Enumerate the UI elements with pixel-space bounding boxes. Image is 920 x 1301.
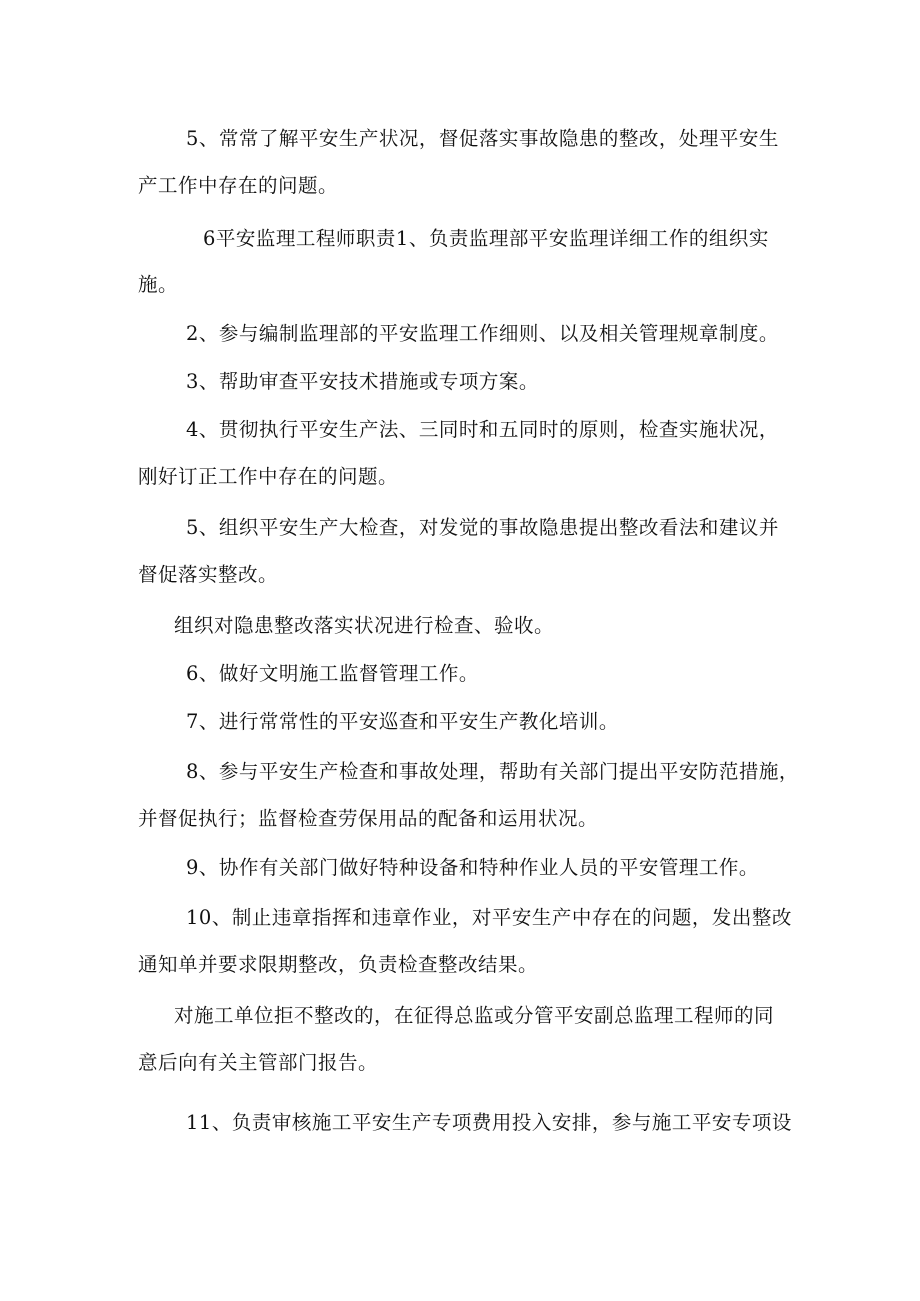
paragraph-line: 11、负责审核施工平安生产专项费用投入安排，参与施工平安专项设 [186, 1111, 792, 1134]
paragraph-line: 产工作中存在的问题。 [138, 174, 339, 197]
paragraph-line: 7、进行常常性的平安巡查和平安生产教化培训。 [186, 710, 619, 733]
paragraph-line: 4、贯彻执行平安生产法、三同时和五同时的原则，检查实施状况， [186, 418, 779, 441]
paragraph-line: 施。 [138, 273, 179, 296]
paragraph-line: 组织对隐患整改落实状况进行检查、验收。 [174, 614, 555, 637]
paragraph-line: 5、组织平安生产大检查，对发觉的事故隐患提出整改看法和建议并 [186, 516, 779, 539]
paragraph-line: 刚好订正工作中存在的问题。 [138, 465, 399, 488]
paragraph-line: 意后向有关主管部门报告。 [138, 1051, 379, 1074]
paragraph-line: 6平安监理工程师职责1、负责监理部平安监理详细工作的组织实 [203, 227, 769, 250]
paragraph-line: 2、参与编制监理部的平安监理工作细则、以及相关管理规章制度。 [186, 322, 779, 345]
paragraph-line: 9、协作有关部门做好特种设备和特种作业人员的平安管理工作。 [186, 856, 759, 879]
paragraph-line: 8、参与平安生产检查和事故处理，帮助有关部门提出平安防范措施， [186, 760, 799, 783]
paragraph-line: 通知单并要求限期整改，负责检查整改结果。 [138, 953, 539, 976]
paragraph-line: 10、制止违章指挥和违章作业，对平安生产中存在的问题，发出整改 [186, 906, 792, 929]
paragraph-line: 5、常常了解平安生产状况，督促落实事故隐患的整改，处理平安生 [186, 127, 779, 150]
paragraph-line: 3、帮助审查平安技术措施或专项方案。 [186, 370, 539, 393]
paragraph-line: 6、做好文明施工监督管理工作。 [186, 662, 479, 685]
paragraph-line: 督促落实整改。 [138, 563, 279, 586]
paragraph-line: 对施工单位拒不整改的，在征得总监或分管平安副总监理工程师的同 [174, 1004, 775, 1027]
paragraph-line: 并督促执行；监督检查劳保用品的配备和运用状况。 [138, 807, 599, 830]
